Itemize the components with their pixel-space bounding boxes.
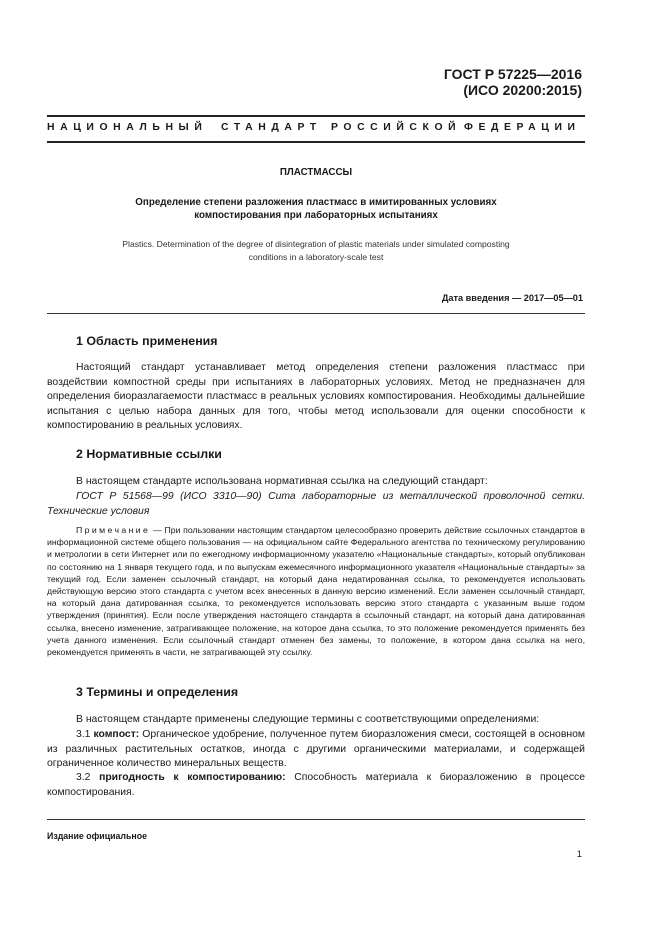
- title-russian: [47, 196, 585, 222]
- section-1-heading: 1 Область применения: [76, 334, 218, 348]
- section-2-paragraph: [47, 475, 585, 490]
- iso-code: (ИСО 20200:2015): [463, 82, 582, 98]
- note-text: — При пользовании настоящим стандартом целесообразно проверить действие ссылочных стандартов в информационной системе общего пользования — на официальном сайте Федерального агентства по техническому регулированию и метрологии в сети Интернет или по ежегодному информационному указателю «Национальные стандарты», который опубликован по состоянию на 1 января текущего года, и по выпускам ежемесячного информационного указателя «Национальные стандарты» за текущий год. Если заменен ссылочный стандарт, на который дана недатированная ссылка, то рекомендуется использовать действующую версию этого стандарта с учетом всех внесенных в данную версию изменений. Если заменен ссылочный стандарт, на который дана датированная ссылка, то рекомендуется использовать версию этого стандарта с указанным выше годом утверждения (принятия). Если после утверждения настоящего стандарта в ссылочный стандарт, на который дана датированная ссылка, внесено изменение, затрагивающее положение, на которое дана ссылка, то это положение рекомендуется применять без учета данного изменения. Если ссылочный стандарт отменен без замены, то положение, в котором дана ссылка на него, рекомендуется применять в части, не затрагивающей эту ссылку.: [47, 525, 585, 658]
- term-name: компост:: [93, 729, 140, 740]
- introduction-date: Дата введения — 2017—05—01: [441, 293, 583, 303]
- banner-word: СТАНДАРТ: [221, 122, 322, 133]
- title-english-line: Plastics. Determination of the degree of disintegration of plastic materials under simulated composting: [122, 239, 510, 249]
- banner-top-rule: [47, 115, 585, 117]
- title-english-line: conditions in a laboratory-scale test: [248, 252, 384, 262]
- section-2-note: [47, 524, 585, 658]
- section-2-heading: 2 Нормативные ссылки: [76, 447, 222, 461]
- title-russian-line: Определение степени разложения пластмасс в имитированных условиях: [135, 197, 497, 208]
- banner-word: РОССИЙСКОЙ: [331, 122, 462, 133]
- subject-heading: ПЛАСТМАССЫ: [279, 167, 353, 178]
- footer-divider: [47, 819, 585, 820]
- standard-code: ГОСТ Р 57225—2016: [443, 66, 582, 82]
- section-3-paragraph: [47, 713, 585, 728]
- title-russian-line: компостирования при лабораторных испытаниях: [194, 210, 438, 221]
- title-divider: [47, 313, 585, 314]
- section-3-heading: 3 Термины и определения: [76, 685, 239, 699]
- page-number: 1: [576, 849, 582, 860]
- section-3-text: В настоящем стандарте применены следующие термины с соответствующими определениями:: [76, 714, 540, 725]
- term-name: пригодность к компостированию:: [99, 772, 286, 783]
- official-edition-label: Издание официальное: [47, 831, 147, 841]
- normative-reference: [47, 490, 585, 519]
- banner-word: ФЕДЕРАЦИИ: [464, 122, 581, 133]
- term-3-1: [47, 728, 585, 772]
- term-number: 3.1: [76, 729, 91, 740]
- section-2-text: В настоящем стандарте использована нормативная ссылка на следующий стандарт:: [76, 476, 488, 487]
- note-label: Примечание: [76, 525, 151, 535]
- banner-bottom-rule: [47, 141, 585, 143]
- term-definition: Органическое удобрение, полученное путем биоразложения смеси, состоящей в основном из различных растительных остатков, иногда с другими органическими материалами, и содержащей ограниченное количество минеральных веществ.: [47, 729, 586, 770]
- term-number: 3.2: [76, 772, 91, 783]
- term-3-2: [47, 771, 585, 800]
- document-header: [444, 66, 582, 98]
- normative-reference-text: ГОСТ Р 51568—99 (ИСО 3310—90) Сита лабораторные из металлической проволочной сетки. Технические условия: [47, 491, 585, 517]
- section-1-paragraph: [47, 361, 585, 434]
- banner-word: НАЦИОНАЛЬНЫЙ: [47, 122, 208, 133]
- section-1-text: Настоящий стандарт устанавливает метод определения степени разложения пластмасс при воздействии компостной среды при испытаниях в лабораторных условиях. Метод не предназначен для определения биоразлагаемости пластмасс в реальных условиях компостирования. Необходимы дальнейшие испытания с целью набора данных для того, чтобы метод использовали для оценки способности к компостированию в реальных условиях.: [47, 362, 585, 432]
- term-definition: Способность материала к биоразложению в процессе компостирования.: [47, 772, 585, 798]
- title-english: [47, 238, 585, 264]
